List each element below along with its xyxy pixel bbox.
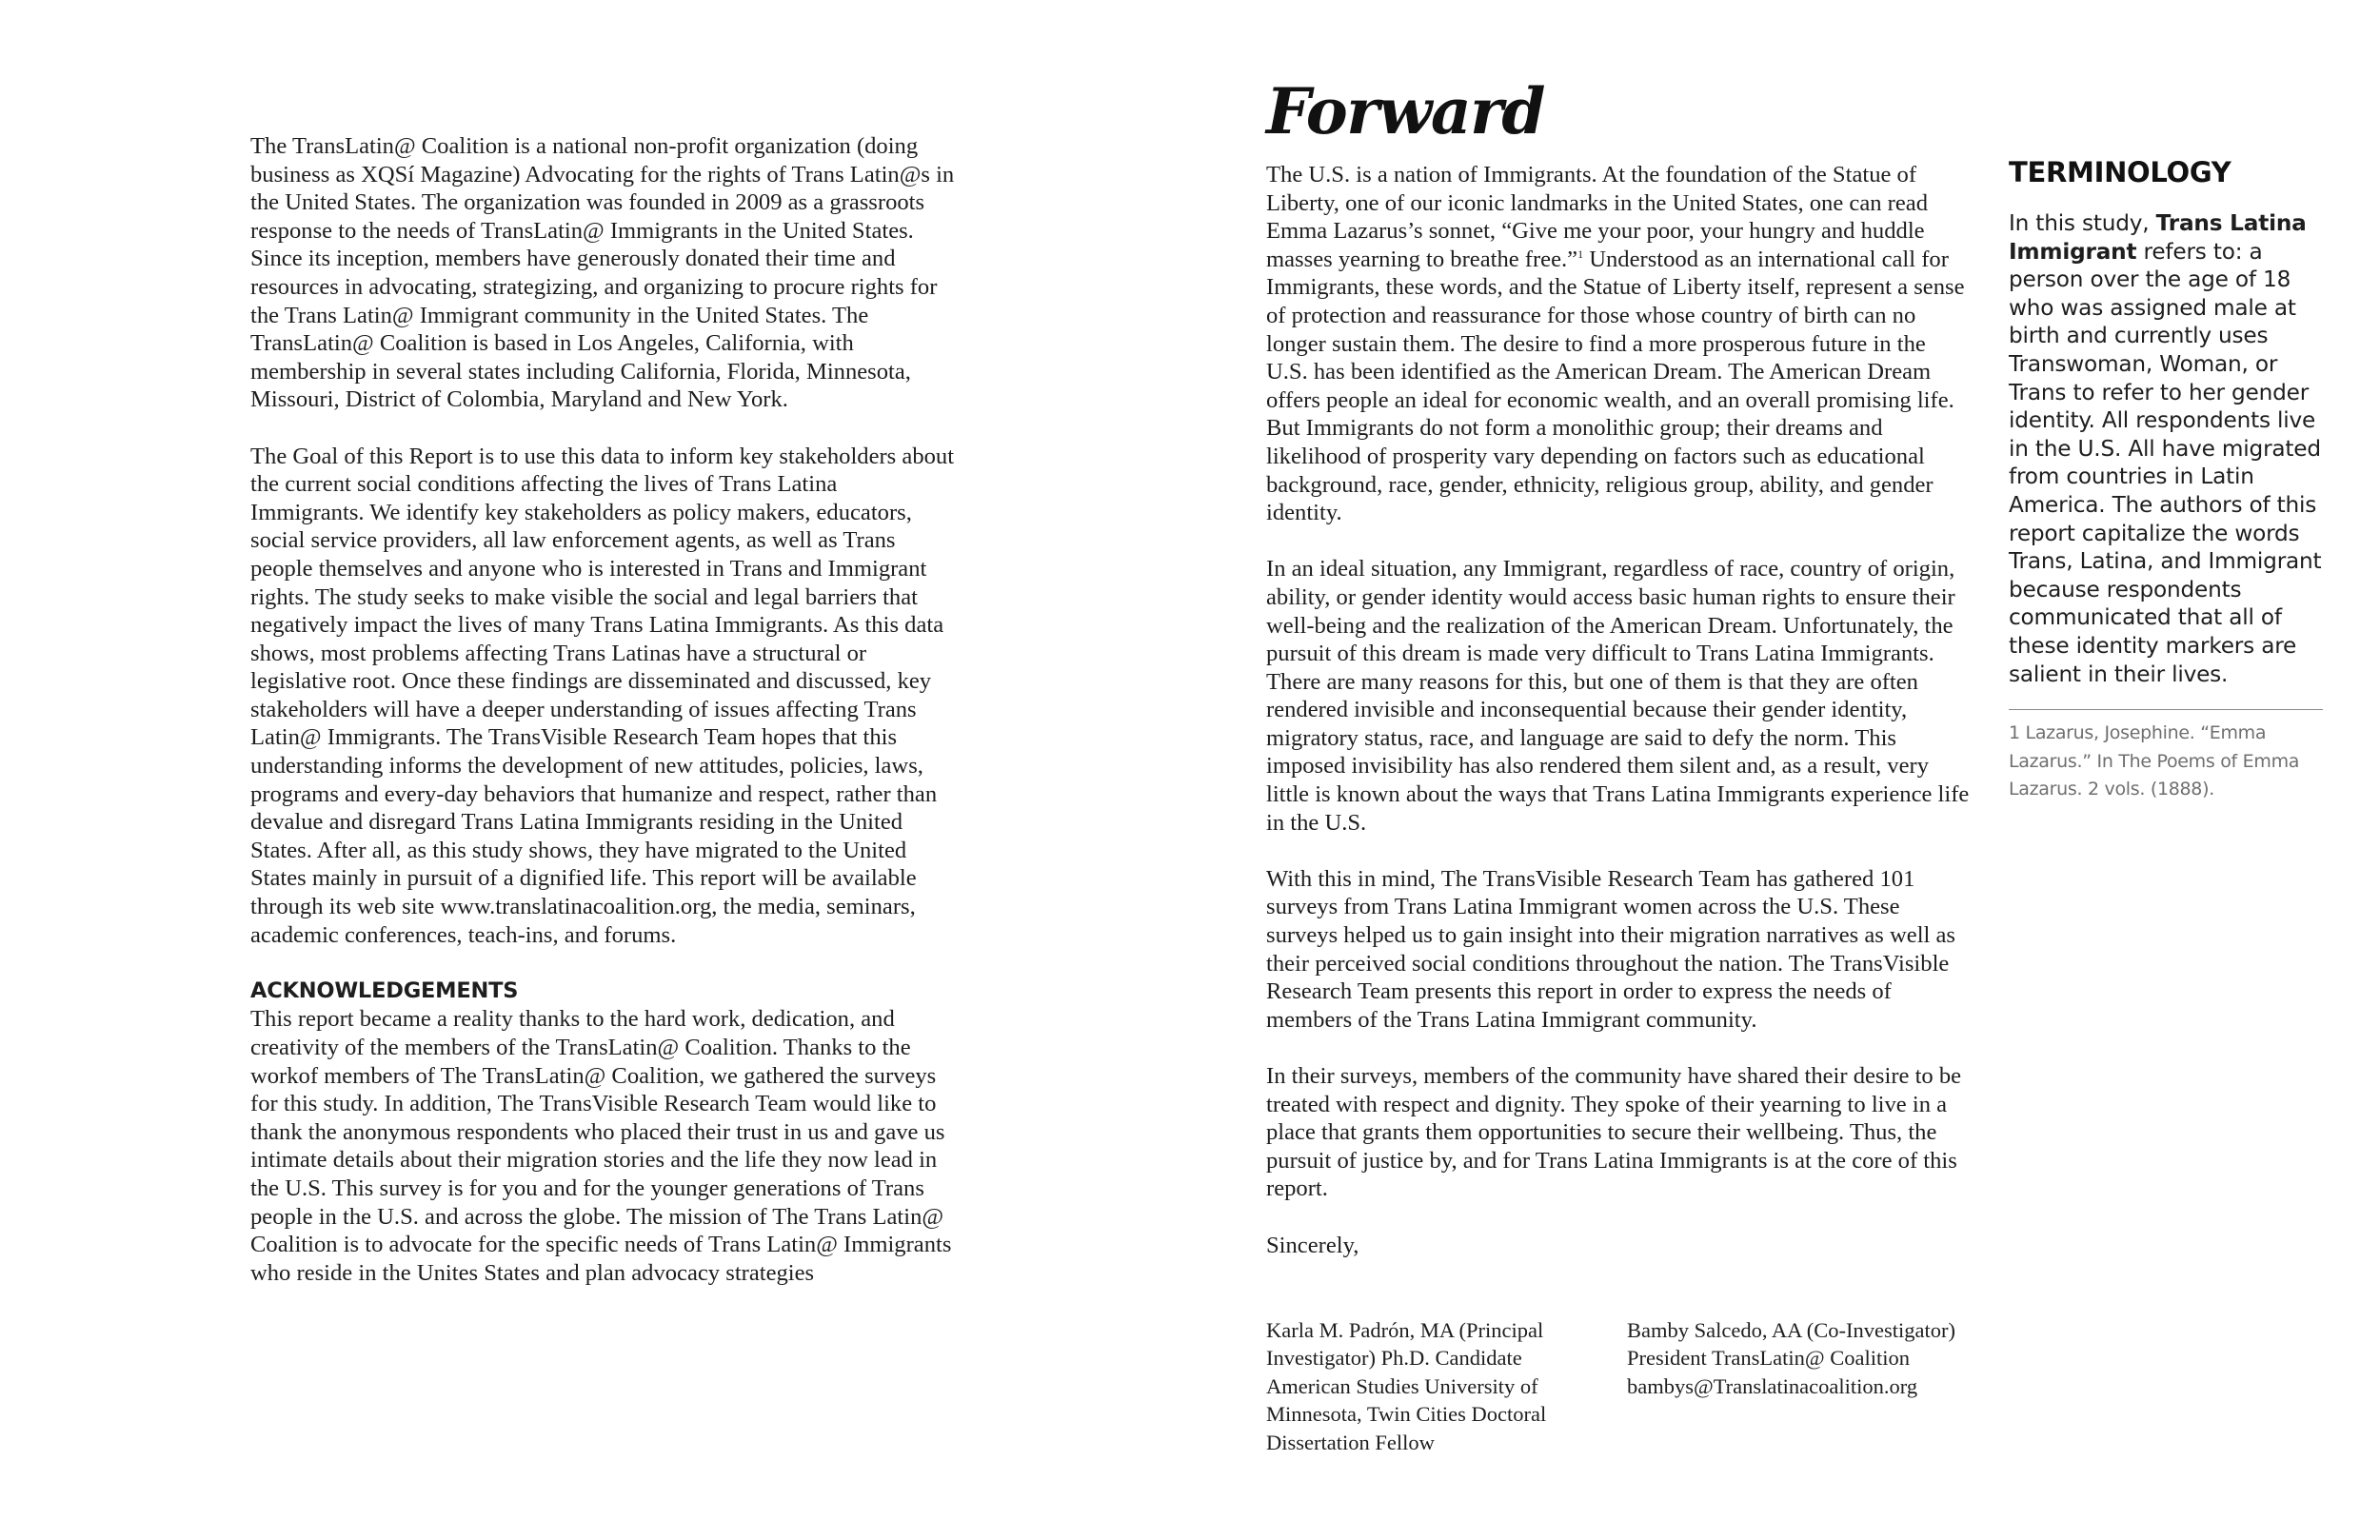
forward-column <box>1266 161 1971 1288</box>
acknowledgements-heading: ACKNOWLEDGEMENTS <box>250 977 519 1003</box>
terminology-intro: In this study, <box>2009 210 2156 236</box>
forward-paragraph-3: With this in mind, The TransVisible Research Team has gathered 101 surveys from Trans Latina Immigrant women across the U.S. These surveys helped us to gain insight into their migration narratives as well as their perceived social conditions throughout the nation. The TransVisible Research Team presents this report in order to express the needs of members of the Trans Latina Immigrant community. <box>1266 865 1956 1033</box>
signature-principal-investigator: Karla M. Padrón, MA (Principal Investigator) Ph.D. Candidate American Studies University of Minnesota, Twin Cities Doctoral Dissertation Fellow <box>1266 1318 1547 1454</box>
forward-paragraph-4: In their surveys, members of the community have shared their desire to be treated with respect and dignity. They spoke of their yearning to live in a place that grants them opportunities to secure their wellbeing. Thus, the pursuit of justice by, and for Trans Latina Immigrants is at the core of this report. <box>1266 1063 1962 1202</box>
footnote: 1 Lazarus, Josephine. “Emma Lazarus.” In The Poems of Emma Lazarus. 2 vols. (1888). <box>2009 722 2300 800</box>
signature-co-investigator: Bamby Salcedo, AA (Co-Investigator) President TransLatin@ Coalition bambys@Translatinacoalition.org <box>1627 1318 1955 1398</box>
report-goal-paragraph: The Goal of this Report is to use this data to inform key stakeholders about the current social conditions affecting the lives of Trans Latina Immigrants. We identify key stakeholders as policy makers, educators, social service providers, all law enforcement agents, as well as Trans people themselves and anyone who is interested in Trans and Immigrant rights. The study seeks to make visible the social and legal barriers that negatively impact the lives of many Trans Latina Immigrants. As this data shows, most problems affecting Trans Latinas have a structural or legislative root. Once these findings are disseminated and discussed, key stakeholders will have a deeper understanding of issues affecting Trans Latin@ Immigrants. The TransVisible Research Team hopes that this understanding informs the development of new attitudes, policies, laws, programs and every-day behaviors that humanize and respect, rather than devalue and disregard Trans Latina Immigrants residing in the United States. After all, as this study shows, they have migrated to the United States mainly in pursuit of a dignified life. This report will be available through its web site www.translatinacoalition.org, the media, seminars, academic conferences, teach-ins, and forums. <box>250 443 955 948</box>
forward-title: Forward <box>1266 74 1545 148</box>
defined-term: Trans Latina Immigrant <box>2009 210 2307 265</box>
forward-paragraph-1-part-b: Understood as an international call for Immigrants, these words, and the Statue of Liberty itself, represent a sense of protection and reassurance for those whose country of birth can no longer sustain them. The desire to find a more prosperous future in the U.S. has been identified as the American Dream. The American Dream offers people an ideal for economic wealth, and an overall promising life. But Immigrants do not form a monolithic group; their dreams and likelihood of prosperity vary depending on factors such as educational background, race, gender, ethnicity, religious group, ability, and gender identity. <box>1266 246 1965 526</box>
footnote-marker: 1 <box>1577 247 1584 261</box>
forward-paragraph-1-part-a: The U.S. is a nation of Immigrants. At the foundation of the Statue of Liberty, one of our iconic landmarks in the United States, one can read Emma Lazarus’s sonnet, “Give me your poor, your hungry and huddle masses yearning to breathe free.” <box>1266 162 1929 272</box>
coalition-intro-paragraph: The TransLatin@ Coalition is a national non-profit organization (doing business as XQSí Magazine) Advocating for the rights of Trans Latin@s in the United States. The organization was founded in 2009 as a grassroots response to the needs of TransLatin@ Immigrants in the United States. Since its inception, members have generously donated their time and resources in advocating, strategizing, and organizing to procure rights for the Trans Latin@ Immigrant community in the United States. The TransLatin@ Coalition is based in Los Angeles, California, with membership in several states including California, Florida, Minnesota, Missouri, District of Colombia, Maryland and New York. <box>250 133 955 413</box>
forward-paragraph-2: In an ideal situation, any Immigrant, regardless of race, country of origin, ability, or gender identity would access basic human rights to ensure their well-being and the realization of the American Dream. Unfortunately, the pursuit of this dream is made very difficult to Trans Latina Immigrants. There are many reasons for this, but one of them is that they are often rendered invisible and inconsequential because their gender identity, migratory status, race, and language are said to defy the norm. This imposed invisibility has also rendered them silent and, as a result, very little is known about the ways that Trans Latina Immigrants experience life in the U.S. <box>1266 556 1970 836</box>
left-column <box>250 132 955 1287</box>
terminology-heading: TERMINOLOGY <box>2009 156 2231 188</box>
acknowledgements-paragraph: This report became a reality thanks to the hard work, dedication, and creativity of the members of the TransLatin@ Coalition. Thanks to the workof members of The TransLatin@ Coalition, we gathered the surveys for this study. In addition, The TransVisible Research Team would like to thank the anonymous respondents who placed their trust in us and gave us intimate details about their migration stories and the life they now lead in the U.S. This survey is for you and for the younger generations of Trans people in the U.S. and across the globe. The mission of The Trans Latin@ Coalition is to advocate for the specific needs of Trans Latin@ Immigrants who reside in the Unites States and plan advocacy strategies <box>250 1006 952 1286</box>
terminology-definition-text: refers to: a person over the age of 18 who was assigned male at birth and currently uses Transwoman, Woman, or Trans to refer to her gender identity. All respondents live in the U.S. All have migrated from countries in Latin America. The authors of this report capitalize the words Trans, Latina, and Immigrant because respondents communicated that all of these identity markers are salient in their lives. <box>2009 238 2322 687</box>
terminology-sidebar <box>2009 152 2337 804</box>
footnote-divider <box>2009 709 2323 710</box>
terminology-definition <box>2009 209 2337 688</box>
forward-paragraph-1 <box>1266 161 1971 527</box>
closing-salutation: Sincerely, <box>1266 1232 1359 1258</box>
